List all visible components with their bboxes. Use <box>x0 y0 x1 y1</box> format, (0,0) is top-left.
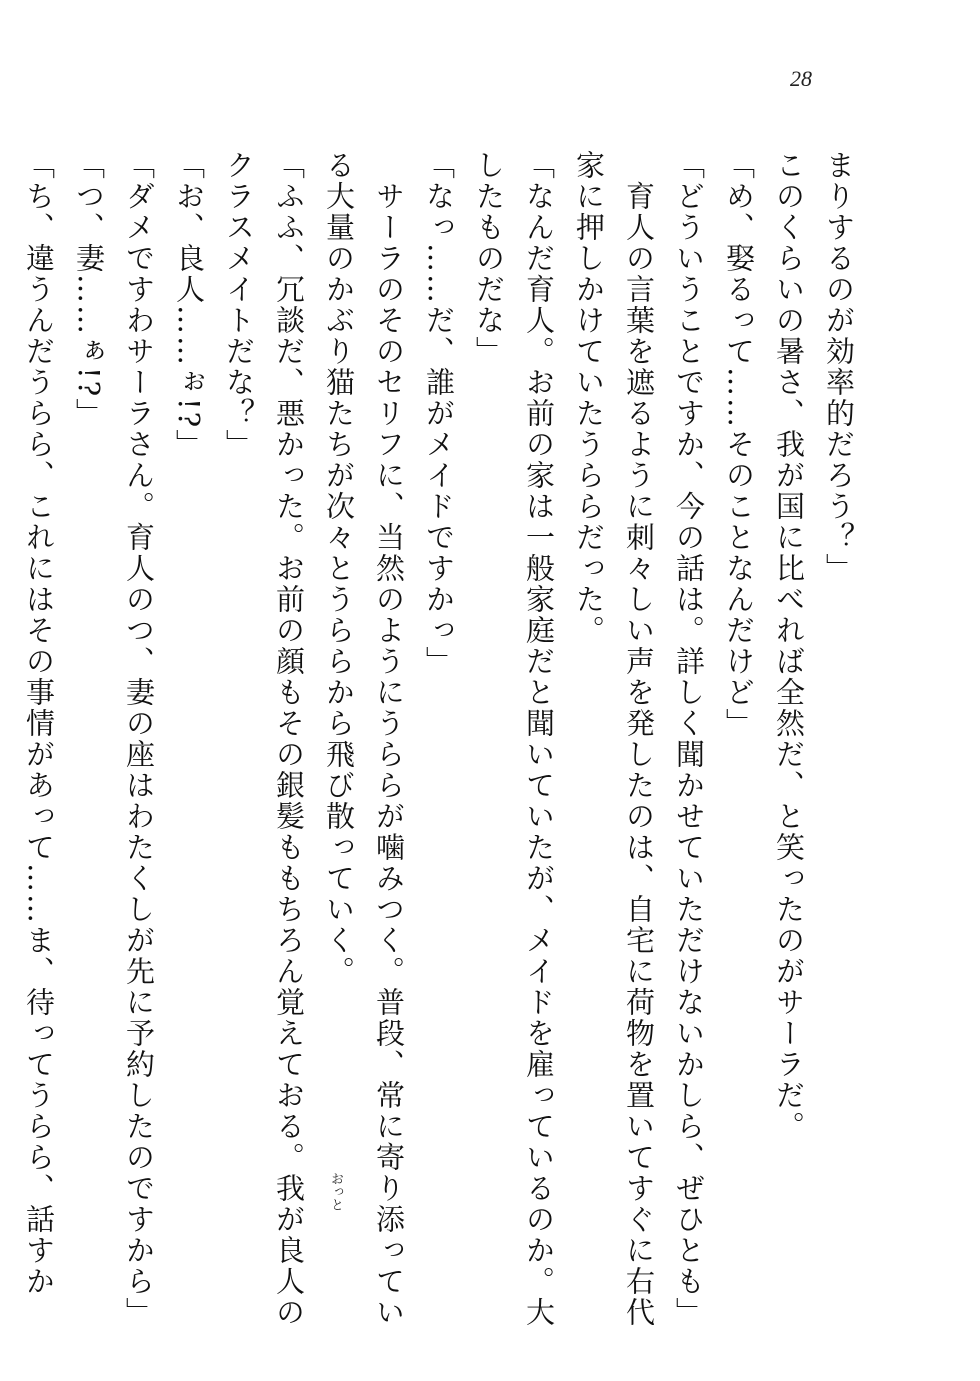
ruby-annotation: おっと <box>328 1172 343 1211</box>
text-column: クラスメイトだな？」 <box>222 150 256 460</box>
text-column-first: まりするのが効率的だろう？」 <box>822 150 856 584</box>
text-column: 「ダメですわサーラさん。育人のつ、妻の座はわたくしが先に予約したのですから」 <box>122 150 156 1328</box>
text-column: したものだな」 <box>472 150 506 367</box>
text-column: 「ふふ、冗談だ、悪かった。お前の顔もその銀髪ももちろん覚えておる。我が良人の <box>272 150 306 1328</box>
text-column: る大量のかぶり猫たちが次々とうららから飛び散っていく。 <box>322 150 356 987</box>
text-column: 「なんだ育人。お前の家は一般家庭だと聞いていたが、メイドを雇っているのか。大 <box>522 150 556 1328</box>
text-column: 「つ、妻……ぁ!?」 <box>72 150 106 430</box>
text-column: 家に押しかけていたうららだった。 <box>572 150 606 646</box>
page-number: 28 <box>790 66 812 91</box>
text-column: 育人の言葉を遮るように刺々しい声を発したのは、自宅に荷物を置いてすぐに右代 <box>622 150 656 1328</box>
text-column: サーラのそのセリフに、当然のようにうららが噛みつく。普段、常に寄り添ってい <box>372 150 406 1328</box>
text-column: 「ち、違うんだうらら、これにはその事情があって……ま、待ってうらら、話すか <box>22 150 56 1297</box>
text-column: 「なっ……だ、誰がメイドですかっ」 <box>422 150 456 677</box>
text-column: 「め、娶るって……そのことなんだけど」 <box>722 150 756 739</box>
text-column: 「どういうことですか、今の話は。詳しく聞かせていただけないかしら、ぜひとも」 <box>672 150 706 1328</box>
text-column: このくらいの暑さ、我が国に比べれば全然だ、と笑ったのがサーラだ。 <box>772 150 806 1142</box>
text-column: 「お、良人……ぉ!?」 <box>172 150 206 461</box>
vertical-text-body <box>14 150 864 1328</box>
